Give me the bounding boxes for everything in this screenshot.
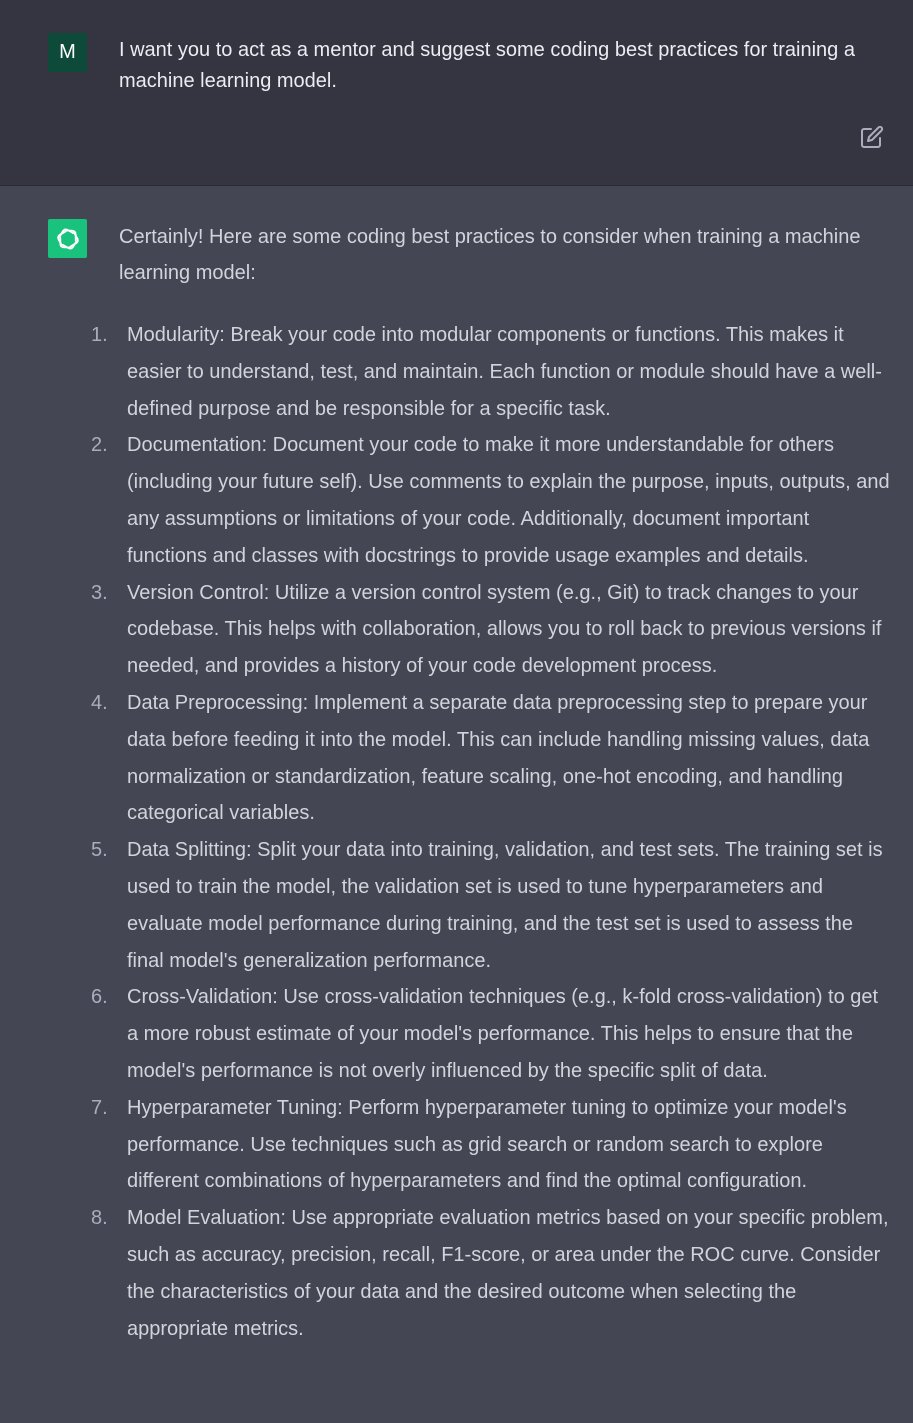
assistant-message bbox=[0, 186, 913, 1423]
openai-logo-icon bbox=[54, 225, 82, 253]
user-avatar: M bbox=[48, 33, 87, 72]
list-item-text: Hyperparameter Tuning: Perform hyperparameter tuning to optimize your model's performance. Use techniques such as grid search or random search to explore different combinations of hyperparameters and find the optimal configuration. bbox=[127, 1096, 847, 1193]
list-item-text: Model Evaluation: Use appropriate evaluation metrics based on your specific problem, such as accuracy, precision, recall, F1-score, or area under the ROC curve. Consider the characteristics of your data and the desired outcome when selecting the appropriate metrics. bbox=[127, 1207, 889, 1340]
list-number: 2. bbox=[91, 434, 108, 457]
response-intro: Certainly! Here are some coding best practices to consider when training a machine learning model: bbox=[119, 226, 861, 284]
list-item-text: Cross-Validation: Use cross-validation techniques (e.g., k-fold cross-validation) to get a more robust estimate of your model's performance. This helps to ensure that the model's performance is not overly influenced by the specific split of data. bbox=[127, 986, 879, 1082]
list-number: 8. bbox=[91, 1207, 108, 1230]
best-practices-list bbox=[91, 317, 894, 1347]
list-number: 3. bbox=[91, 581, 108, 604]
list-item-text: Modularity: Break your code into modular components or functions. This makes it easier to understand, test, and maintain. Each function or module should have a well-defined purpose and be responsible for a specific task. bbox=[127, 324, 882, 420]
list-item bbox=[91, 427, 894, 574]
list-item bbox=[91, 1090, 894, 1200]
list-number: 6. bbox=[91, 986, 108, 1009]
list-item-text: Data Preprocessing: Implement a separate data preprocessing step to prepare your data before feeding it into the model. This can include handling missing values, data normalization or standardization, feature scaling, one-hot encoding, and handling categorical variables. bbox=[127, 691, 870, 825]
list-item bbox=[91, 832, 894, 979]
list-item bbox=[91, 685, 894, 832]
edit-icon bbox=[860, 125, 884, 149]
list-number: 5. bbox=[91, 839, 108, 862]
list-number: 7. bbox=[91, 1096, 108, 1119]
user-message-text: I want you to act as a mentor and suggest some coding best practices for training a machine learning model. bbox=[119, 39, 855, 92]
edit-message-button[interactable] bbox=[860, 125, 884, 149]
list-item bbox=[91, 979, 894, 1089]
list-item-text: Version Control: Utilize a version control system (e.g., Git) to track changes to your codebase. This helps with collaboration, allows you to roll back to previous versions if needed, and provides a history of your code development process. bbox=[127, 581, 882, 678]
list-item bbox=[91, 317, 894, 427]
list-item bbox=[91, 575, 894, 685]
user-message bbox=[0, 0, 913, 186]
list-item-text: Documentation: Document your code to make it more understandable for others (including your future self). Use comments to explain the purpose, inputs, outputs, and any assumptions or limitations of your code. Additionally, document important functions and classes with docstrings to provide usage examples and details. bbox=[127, 434, 890, 567]
list-item bbox=[91, 1200, 894, 1347]
list-number: 1. bbox=[91, 324, 108, 346]
list-item-text: Data Splitting: Split your data into training, validation, and test sets. The training set is used to train the model, the validation set is used to tune hyperparameters and evaluate model performance during training, and the test set is used to assess the final model's generalization performance. bbox=[127, 839, 883, 972]
assistant-avatar bbox=[48, 219, 87, 258]
assistant-response bbox=[91, 219, 894, 1347]
list-number: 4. bbox=[91, 691, 108, 714]
